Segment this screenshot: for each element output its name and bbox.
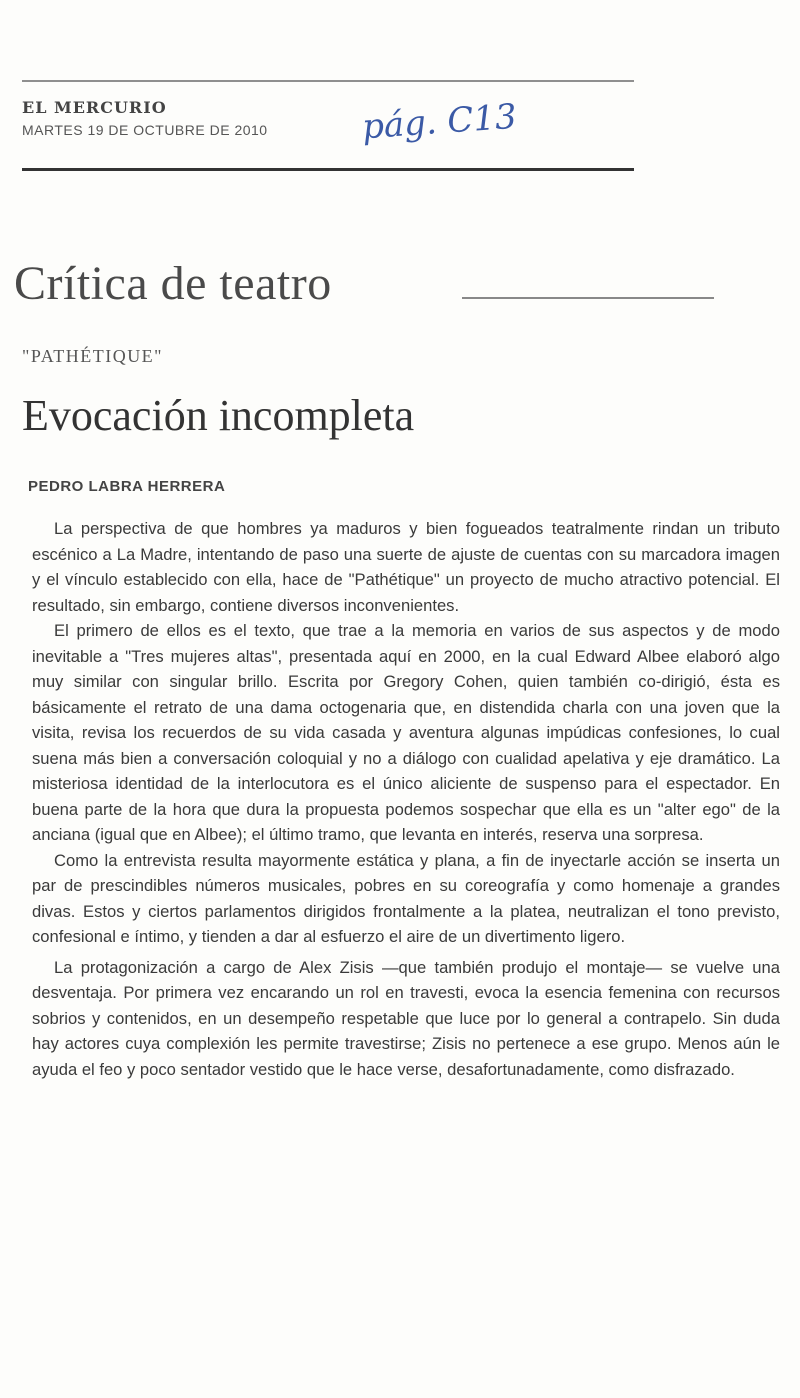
article-headline: Evocación incompleta bbox=[22, 391, 415, 440]
masthead-top-rule bbox=[22, 80, 634, 82]
article-kicker: "PATHÉTIQUE" bbox=[22, 346, 164, 366]
publication-date: MARTES 19 DE OCTUBRE DE 2010 bbox=[22, 122, 268, 138]
article-paragraph: El primero de ellos es el texto, que trae a la memoria en varios de sus aspectos y de modo inevitable a "Tres mujeres altas", presentada aquí en 2000, en la cual Edward Albee elaboró algo muy similar con singular brillo. Escrita por Gregory Cohen, quien también co-dirigió, ésta es básicamente el retrato de una dama octogenaria que, en distendida charla con una joven que la visita, revisa los recuerdos de su vida casada y aventura algunas impúdicas confesiones, lo cual suena más bien a conversación coloquial y no a diálogo con cualidad apelativa y eje dramático. La misteriosa identidad de la interlocutora es el único aliciente de suspenso para el espectador. En buena parte de la hora que dura la propuesta podemos sospechar que ella es un "alter ego" de la anciana (igual que en Albee); el último tramo, que levanta en interés, reserva una sorpresa. bbox=[32, 621, 780, 844]
article-paragraph: Como la entrevista resulta mayormente estática y plana, a fin de inyectarle acción se inserta un par de prescindibles números musicales, pobres en su coreografía y como homenaje a grandes divas. Estos y ciertos parlamentos dirigidos frontalmente a la platea, neutralizan el tono previsto, confesional e íntimo, y tienden a dar al esfuerzo el aire de un divertimento ligero. bbox=[32, 850, 780, 946]
article-paragraph: La protagonización a cargo de Alex Zisis —que también produjo el montaje— se vuelve una desventaja. Por primera vez encarando un rol en travesti, evoca la esencia femenina con recursos sobrios y contenidos, en un desempeño respetable que luce por lo general a contrapelo. Sin duda hay actores cuya complexión les permite travestirse; Zisis no pertenece a ese grupo. Menos aún le ayuda el feo y poco sentador vestido que le hace verse, desafortunadamente, como disfrazado. bbox=[32, 957, 780, 1079]
section-title-rule bbox=[462, 297, 714, 299]
handwritten-page-note: pág. C13 bbox=[360, 96, 518, 148]
article-body bbox=[32, 516, 780, 1082]
article-byline: PEDRO LABRA HERRERA bbox=[28, 478, 226, 495]
section-title: Crítica de teatro bbox=[14, 257, 332, 310]
article-paragraph: La perspectiva de que hombres ya maduros y bien fogueados teatralmente rindan un tributo escénico a La Madre, intentando de paso una suerte de ajuste de cuentas con su marcadora imagen y el vínculo establecido con ella, hace de "Pathétique" un proyecto de mucho atractivo potencial. El resultado, sin embargo, contiene diversos inconvenientes. bbox=[32, 519, 780, 615]
masthead-bottom-rule bbox=[22, 168, 634, 171]
newspaper-name: EL MERCURIO bbox=[22, 98, 167, 117]
